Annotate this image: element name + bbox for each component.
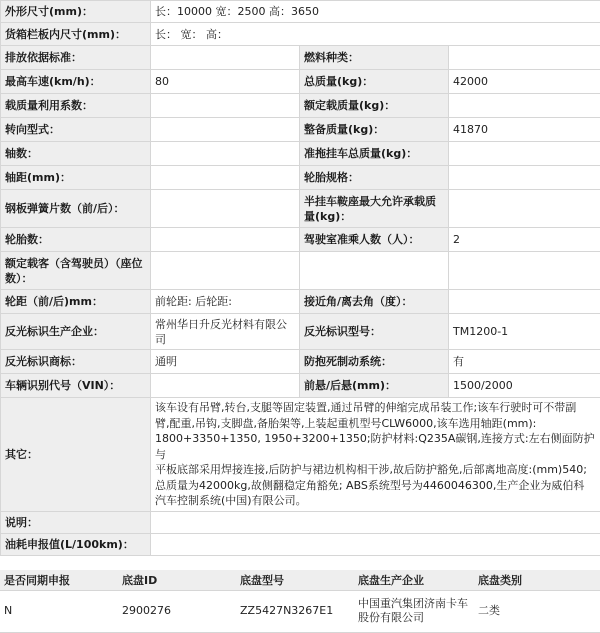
spec-row — [1, 94, 600, 118]
chassis-table — [0, 570, 600, 633]
column-header: 底盘生产企业 — [354, 570, 474, 590]
chassis-category: 二类 — [474, 590, 600, 632]
column-header: 是否同期申报 — [0, 570, 118, 590]
spec-value — [449, 190, 600, 228]
spec-value: 通明 — [151, 350, 300, 374]
spec-label: 轮胎规格： — [300, 166, 449, 190]
spec-row — [1, 46, 600, 70]
spec-row-fuel — [1, 533, 600, 555]
spec-label: 载质量利用系数： — [1, 94, 151, 118]
chassis-model: ZZ5427N3267E1 — [236, 590, 354, 632]
spec-label: 反光标识型号： — [300, 314, 449, 350]
spec-label — [300, 252, 449, 290]
spec-value — [151, 511, 600, 533]
spec-label: 最高车速(km/h)： — [1, 70, 151, 94]
other-notes — [151, 398, 600, 512]
other-note-line: 臂,配重,吊钩,支脚盘,备胎架等,上装起重机型号CLW6000,该车选用轴距(mm): — [155, 416, 537, 430]
spec-row — [1, 142, 600, 166]
spec-value: 常州华日升反光材料有限公司 — [151, 314, 300, 350]
spec-value — [151, 533, 600, 555]
spec-label: 准拖挂车总质量(kg)： — [300, 142, 449, 166]
spec-label: 轮胎数： — [1, 228, 151, 252]
chassis-maker-line: 中国重汽集团济南卡车 — [358, 597, 468, 610]
spec-label: 前悬/后悬(mm)： — [300, 374, 449, 398]
spec-value: 前轮距: 后轮距: — [151, 290, 300, 314]
spec-label: 钢板弹簧片数（前/后）： — [1, 190, 151, 228]
table-row — [0, 590, 600, 632]
spec-label: 排放依据标准： — [1, 46, 151, 70]
spec-label: 半挂车鞍座最大允许承载质量(kg)： — [300, 190, 449, 228]
other-note-line: 1800+3350+1350, 1950+3200+1350;防护材料:Q235A碳钢,连接方式:左右侧面防护与 — [155, 432, 595, 461]
spec-value — [449, 166, 600, 190]
spec-label: 额定载客（含驾驶员）（座位数）： — [1, 252, 151, 290]
spec-value: 42000 — [449, 70, 600, 94]
spec-label: 货箱栏板内尺寸(mm)： — [1, 23, 151, 46]
spec-label: 车辆识别代号（VIN）： — [1, 374, 151, 398]
other-note-line: 汽车控制系统(中国)有限公司。 — [155, 494, 307, 507]
spec-value: 2 — [449, 228, 600, 252]
other-note-line: 平板底部采用焊接连接,后防护与裙边机构相干涉,故后防护豁免,后部离地高度:(mm)540; — [155, 463, 587, 476]
chassis-sync: N — [0, 590, 118, 632]
spec-value — [449, 142, 600, 166]
spec-row — [1, 350, 600, 374]
spec-row — [1, 190, 600, 228]
spec-row — [1, 290, 600, 314]
spec-label: 外形尺寸(mm)： — [1, 1, 151, 23]
other-note-line: 该车设有吊臂,转台,支腿等固定装置,通过吊臂的伸缩完成吊装工作;该车行驶时可不带副 — [155, 401, 577, 414]
spec-value — [151, 166, 300, 190]
spec-label: 接近角/离去角（度）： — [300, 290, 449, 314]
column-header: 底盘类别 — [474, 570, 600, 590]
spec-value — [151, 228, 300, 252]
chassis-maker — [354, 590, 474, 632]
spec-label: 整备质量(kg)： — [300, 118, 449, 142]
spec-value: 长：10000 宽：2500 高：3650 — [151, 1, 600, 23]
spec-value — [151, 190, 300, 228]
spec-value: 长： 宽： 高： — [151, 23, 600, 46]
spec-value — [151, 142, 300, 166]
spec-value — [151, 94, 300, 118]
spec-row — [1, 70, 600, 94]
spec-value — [449, 252, 600, 290]
spec-label: 反光标识生产企业： — [1, 314, 151, 350]
spec-label: 总质量(kg)： — [300, 70, 449, 94]
spec-label: 转向型式： — [1, 118, 151, 142]
spec-row-dimensions — [1, 1, 600, 23]
spec-label: 轴数： — [1, 142, 151, 166]
spec-value — [151, 252, 300, 290]
spec-value — [151, 118, 300, 142]
chassis-id: 2900276 — [118, 590, 236, 632]
spec-value: 41870 — [449, 118, 600, 142]
spec-label: 轴距(mm)： — [1, 166, 151, 190]
spec-label: 轮距（前/后)mm： — [1, 290, 151, 314]
spec-row-other — [1, 398, 600, 512]
spec-value: 1500/2000 — [449, 374, 600, 398]
chassis-maker-line: 股份有限公司 — [358, 611, 424, 624]
spec-value — [151, 374, 300, 398]
spec-value — [449, 94, 600, 118]
spec-value: 有 — [449, 350, 600, 374]
spec-value: 80 — [151, 70, 300, 94]
spec-label: 防抱死制动系统： — [300, 350, 449, 374]
column-header: 底盘ID — [118, 570, 236, 590]
spec-row — [1, 374, 600, 398]
spec-row-cargo-box — [1, 23, 600, 46]
spec-label: 其它： — [1, 398, 151, 512]
spec-row — [1, 166, 600, 190]
spec-label: 额定载质量(kg)： — [300, 94, 449, 118]
spec-row — [1, 252, 600, 290]
spec-value — [449, 290, 600, 314]
spec-value — [151, 46, 300, 70]
spec-row — [1, 118, 600, 142]
spec-row-note — [1, 511, 600, 533]
spec-label: 说明： — [1, 511, 151, 533]
section-spacer — [0, 556, 600, 570]
spec-row — [1, 228, 600, 252]
chassis-header-row — [0, 570, 600, 590]
spec-value — [449, 46, 600, 70]
spec-label: 驾驶室准乘人数（人）： — [300, 228, 449, 252]
spec-label: 反光标识商标： — [1, 350, 151, 374]
other-note-line: 总质量为42000kg,故侧翻稳定角豁免; ABS系统型号为4460046300,生产企业为威伯科 — [155, 478, 585, 492]
spec-label: 燃料种类： — [300, 46, 449, 70]
spec-label: 油耗申报值(L/100km)： — [1, 533, 151, 555]
column-header: 底盘型号 — [236, 570, 354, 590]
spec-row — [1, 314, 600, 350]
spec-value: TM1200-1 — [449, 314, 600, 350]
